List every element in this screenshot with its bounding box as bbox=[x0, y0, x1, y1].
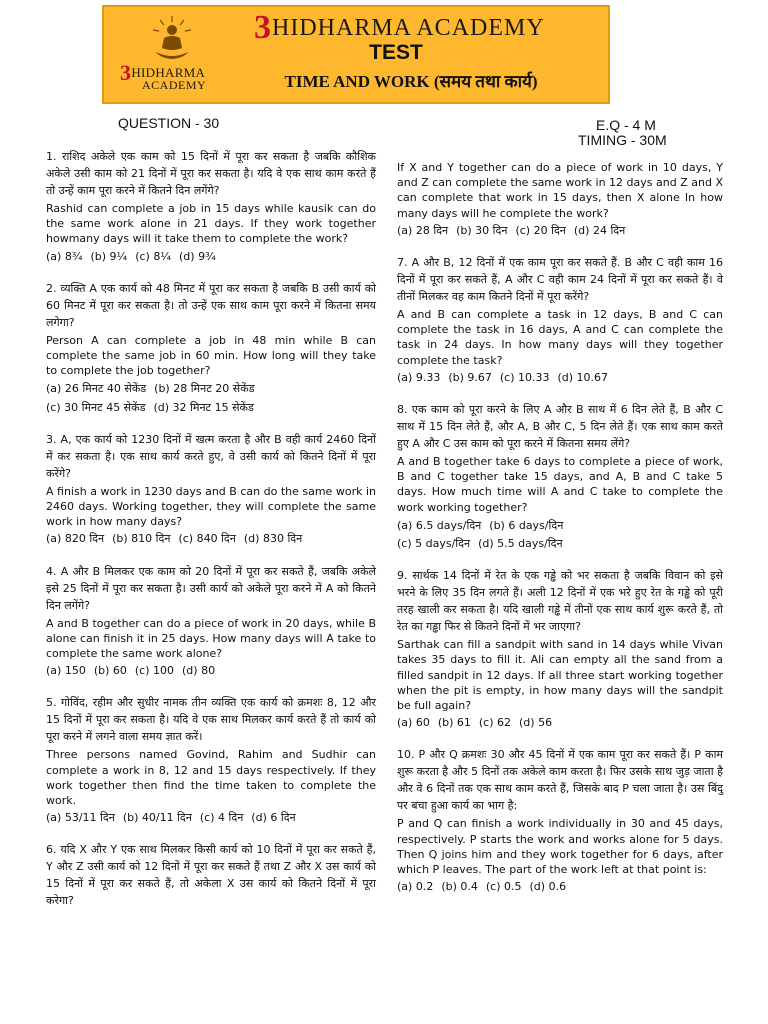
timing: TIMING - 30M bbox=[578, 132, 667, 148]
option-c: (c) 10.33 bbox=[499, 370, 550, 384]
question-english: Three persons named Govind, Rahim and Sudhir can complete a work in 8, 12 and 15 days respectively. If they work together then find the time taken to complete the work. bbox=[46, 748, 376, 808]
logo-monogram: 3 bbox=[120, 60, 132, 85]
option-a: (a) 8¾ bbox=[46, 249, 83, 263]
question-hindi: 9. सार्थक 14 दिनों में रेत के एक गड्ढे को भर सकता है जबकि विवान को इसे भरने के लिए 35 दिन लगते हैं। अली 12 दिनों में एक भरे हुए रेत के गड्ढे को पूरी तरह खाली कर सकता है। यदि खाली गड्ढे में तीनों एक साथ कार्य शुरू करते हैं, तो रेत का गड्ढा फिर से कितने दिनों में भर जाएगा? bbox=[397, 569, 723, 634]
question-count: QUESTION - 30 bbox=[118, 115, 220, 131]
logo-line2: ACADEMY bbox=[142, 78, 207, 92]
option-b: (b) 28 मिनट 20 सेकेंड bbox=[154, 382, 255, 396]
option-c: (c) 8¼ bbox=[135, 249, 172, 263]
question-hindi: 7. A और B, 12 दिनों में एक काम पूरा कर सकते हैं. B और C वही काम 16 दिनों में पूरा कर सकते हैं, A और C वही काम 24 दिनों में पूरा कर सकते हैं। वे तीनों मिलकर वह काम कितने दिनों में पूरा करेंगे? bbox=[397, 256, 723, 304]
option-b: (b) 6 days/दिन bbox=[489, 518, 564, 532]
options bbox=[46, 531, 376, 546]
question-2 bbox=[46, 280, 376, 415]
question-hindi: 5. गोविंद, रहीम और सुधीर नामक तीन व्यक्ति एक कार्य को क्रमशः 8, 12 और 15 दिनों में पूरा कर सकता है। यदि वे एक साथ मिलकर कार्य करते हैं तो कार्य को पूरा करने में लगने वाला समय ज्ञात करें। bbox=[46, 696, 376, 744]
option-a: (a) 26 मिनट 40 सेकेंड bbox=[46, 382, 147, 396]
question-english: P and Q can finish a work individually in 30 and 45 days, respectively. P starts the work and works alone for 5 days. Then Q joins him and they work together for 6 days, after which P leaves. The part of the work left at that point is: bbox=[397, 817, 723, 877]
option-b: (b) 0.4 bbox=[441, 880, 478, 894]
option-b: (b) 9¼ bbox=[90, 249, 128, 263]
question-hindi: 8. एक काम को पूरा करने के लिए A और B साथ में 6 दिन लेते हैं, B और C साथ में 15 दिन लेते हैं, और A, B और C, 5 दिन लेते हैं। एक साथ काम करते हुए A और C उस काम को पूरा करने में कितना समय लेंगे? bbox=[397, 403, 723, 451]
left-column bbox=[46, 148, 376, 925]
academy-monogram: 3 bbox=[254, 9, 272, 46]
option-c: (c) 4 दिन bbox=[199, 811, 244, 825]
question-hindi: 10. P और Q क्रमशः 30 और 45 दिनों में एक काम पूरा कर सकते हैं। P काम शुरू करता है और 5 दिनों तक अकेले काम करता है। फिर उसके साथ जुड़ जाता है और वे 6 दिनों तक एक साथ काम करते हैं, जिसके बाद P चला जाता है। उस बिंदु पर बचा हुआ कार्य का भाग है: bbox=[397, 748, 723, 813]
option-b: (b) 30 दिन bbox=[456, 223, 508, 237]
question-english: Rashid can complete a job in 15 days while kausik can do the same work alone in 21 days. If they work together howmany days will it take them to complete the work? bbox=[46, 202, 376, 246]
question-hindi: 2. व्यक्ति A एक कार्य को 48 मिनट में पूरा कर सकता है जबकि B उसी कार्य को 60 मिनट में पूरा कर सकता है। तो उन्हें एक साथ काम पूरा करने में कितना समय लगेगा? bbox=[46, 281, 376, 329]
question-english: A finish a work in 1230 days and B can do the same work in 2460 days. Working together, they will complete the same work in how many days? bbox=[46, 484, 376, 529]
question-hindi: 4. A और B मिलकर एक काम को 20 दिनों में पूरा कर सकते हैं, जबकि अकेले इसे 25 दिनों में पूरा कर सकता है। उसी कार्य को अकेले पूरा करने में A को कितने दिन लगेंगे? bbox=[46, 564, 376, 612]
option-c: (c) 30 मिनट 45 सेकेंड bbox=[46, 400, 146, 414]
question-english: If X and Y together can do a piece of work in 10 days, Y and Z can complete the same work in 12 days and Z and X can complete that work in 15 days, then X alone In how many days will he complete the work? bbox=[397, 161, 723, 220]
option-d: (d) 24 दिन bbox=[573, 223, 626, 237]
options bbox=[397, 518, 723, 551]
option-c: (c) 20 दिन bbox=[515, 223, 566, 237]
option-c: (c) 0.5 bbox=[485, 880, 522, 894]
question-10 bbox=[397, 746, 723, 894]
option-b: (b) 60 bbox=[93, 664, 127, 678]
question-5 bbox=[46, 694, 376, 825]
option-a: (a) 0.2 bbox=[397, 880, 434, 894]
option-d: (d) 6 दिन bbox=[251, 811, 296, 825]
option-d: (d) 830 दिन bbox=[243, 532, 303, 546]
option-a: (a) 9.33 bbox=[397, 370, 441, 384]
logo-line1: HIDHARMA bbox=[131, 65, 206, 80]
option-a: (a) 6.5 days/दिन bbox=[397, 518, 482, 532]
question-7 bbox=[397, 254, 723, 385]
option-b: (b) 40/11 दिन bbox=[122, 811, 192, 825]
options bbox=[397, 370, 723, 385]
options bbox=[397, 715, 723, 730]
option-a: (a) 150 bbox=[46, 664, 86, 678]
option-a: (a) 60 bbox=[397, 716, 430, 730]
option-a: (a) 53/11 दिन bbox=[46, 811, 115, 825]
question-9 bbox=[397, 567, 723, 730]
header-banner bbox=[102, 5, 610, 104]
options bbox=[397, 223, 723, 238]
question-4 bbox=[46, 563, 376, 679]
question-1 bbox=[46, 148, 376, 264]
question-hindi: 3. A, एक कार्य को 1230 दिनों में खत्म करता है और B वही कार्य 2460 दिनों में कर सकता है। एक साथ कार्य करते हुए, वे उसी कार्य को कितने दिनों में पूरा करेंगे? bbox=[46, 432, 376, 480]
options bbox=[46, 663, 376, 678]
question-3 bbox=[46, 431, 376, 547]
question-english: A and B together can do a piece of work in 20 days, while B alone can finish it in 25 days. How many days will A take to complete the same work alone? bbox=[46, 616, 376, 661]
option-d: (d) 80 bbox=[182, 664, 216, 678]
test-title: TEST bbox=[369, 41, 423, 64]
eq-marks: E.Q - 4 M bbox=[596, 117, 656, 133]
right-column bbox=[397, 160, 723, 910]
option-d: (d) 9¾ bbox=[179, 249, 216, 263]
option-d: (d) 5.5 days/दिन bbox=[478, 537, 563, 551]
question-english: Person A can complete a job in 48 min while B can complete the same job in 60 min. How long will they take to complete the job together? bbox=[46, 333, 376, 378]
option-c: (c) 840 दिन bbox=[178, 532, 236, 546]
option-b: (b) 61 bbox=[437, 716, 471, 730]
option-d: (d) 56 bbox=[519, 716, 553, 730]
question-hindi: 1. राशिद अकेले एक काम को 15 दिनों में पूरा कर सकता है जबकि कौशिक अकेले उसी काम को 21 दिनों में पूरा कर सकता है। यदि वे एक साथ काम करते हैं तो उन्हें काम पूरा करने में कितने दिन लगेंगे? bbox=[46, 150, 376, 197]
question-english: Sarthak can fill a sandpit with sand in 14 days while Vivan takes 35 days to fill it. Ali can empty all the sand from a filled sandpit in 12 days. If all three start working together when the pit is empty, in how many days will the sandpit be full again? bbox=[397, 638, 723, 713]
option-c: (c) 5 days/दिन bbox=[397, 537, 471, 551]
question-6-continued bbox=[397, 160, 723, 238]
option-d: (d) 10.67 bbox=[557, 370, 609, 384]
options bbox=[46, 381, 376, 414]
question-8 bbox=[397, 401, 723, 551]
option-c: (c) 100 bbox=[134, 664, 175, 678]
question-hindi: 6. यदि X और Y एक साथ मिलकर किसी कार्य को 10 दिनों में पूरा कर सकते हैं, Y और Z उसी कार्य को 12 दिनों में पूरा कर सकते हैं तथा Z और X उस कार्य को 15 दिनों में पूरा कर सकते हैं, तो अकेला X उस कार्य को कितने दिनों में पूरा करेगा? bbox=[46, 843, 376, 908]
academy-name: HIDHARMA ACADEMY bbox=[272, 15, 545, 41]
option-a: (a) 820 दिन bbox=[46, 532, 105, 546]
question-english: A and B together take 6 days to complete a piece of work, B and C together take 15 days, and A, B and C take 5 days. How much time will A and C take to complete the work working together? bbox=[397, 455, 723, 514]
question-6 bbox=[46, 841, 376, 909]
options bbox=[46, 249, 376, 264]
options bbox=[46, 810, 376, 825]
option-d: (d) 32 मिनट 15 सेकेंड bbox=[153, 400, 254, 414]
topic-title: TIME AND WORK (समय तथा कार्य) bbox=[284, 72, 538, 91]
option-d: (d) 0.6 bbox=[529, 880, 567, 894]
option-a: (a) 28 दिन bbox=[397, 223, 449, 237]
option-c: (c) 62 bbox=[478, 716, 512, 730]
option-b: (b) 9.67 bbox=[448, 370, 492, 384]
options bbox=[397, 879, 723, 894]
option-b: (b) 810 दिन bbox=[112, 532, 171, 546]
question-english: A and B can complete a task in 12 days, B and C can complete the task in 16 days, A and C can complete the task in 24 days. In how many days will they together complete the task? bbox=[397, 308, 723, 367]
